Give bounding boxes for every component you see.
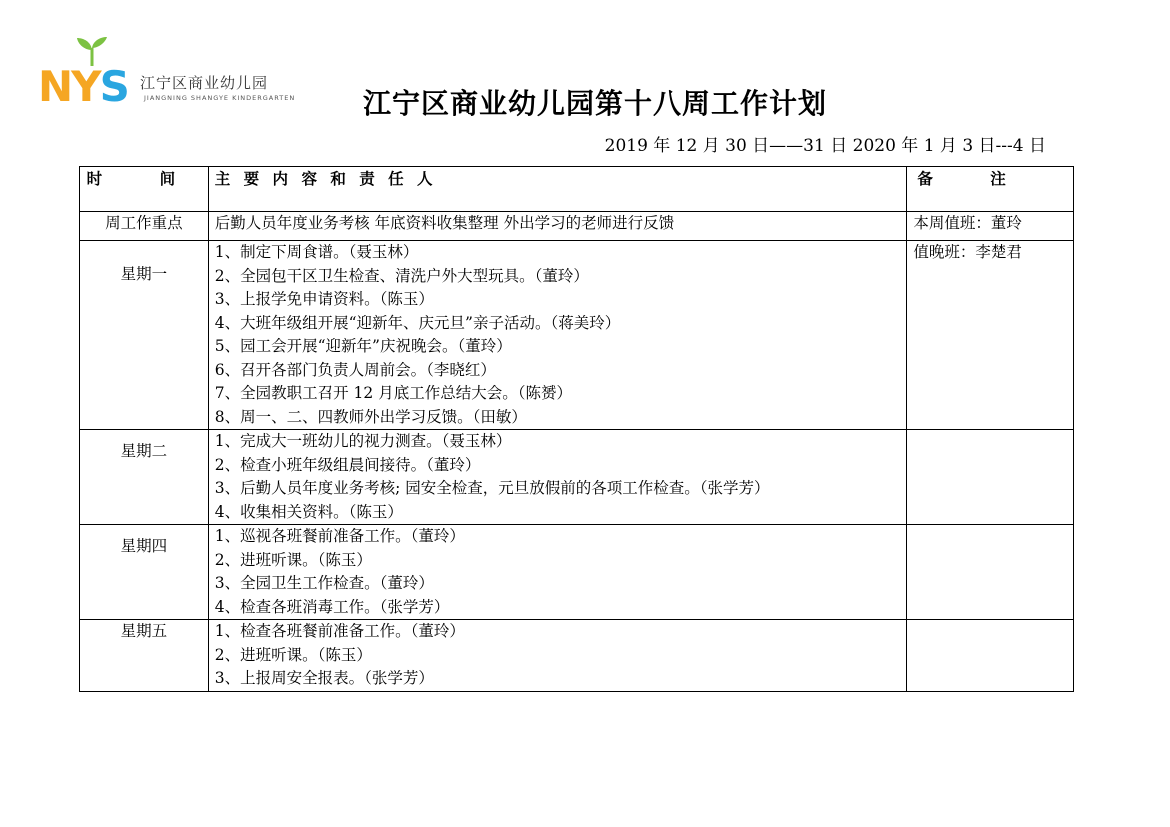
focus-label: 周工作重点 [80, 212, 209, 241]
table-row [80, 620, 1074, 692]
day-items [208, 241, 907, 430]
list-item: 8、周一、二、四教师外出学习反馈。（田敏） [214, 407, 527, 426]
logo-letter-n: N [38, 62, 72, 111]
list-item: 1、完成大一班幼儿的视力测查。（聂玉林） [214, 432, 512, 450]
table-row [80, 430, 1074, 525]
logo-letter-s: S [99, 62, 128, 111]
list-item: 2、进班听课。（陈玉） [214, 550, 372, 569]
day-note [907, 525, 1074, 620]
day-items [208, 525, 907, 620]
work-plan-table [79, 166, 1074, 692]
list-item: 2、检查小班年级组晨间接待。（董玲） [214, 455, 481, 474]
day-note: 值晚班：李楚君 [907, 241, 1074, 430]
list-item: 3、全园卫生工作检查。（董玲） [214, 574, 434, 592]
list-item: 1、制定下周食谱。（聂玉林） [214, 243, 419, 261]
list-item: 6、召开各部门负责人周前会。（李晓红） [214, 360, 496, 379]
focus-content: 后勤人员年度业务考核 年底资料收集整理 外出学习的老师进行反馈 [208, 212, 907, 241]
list-item: 5、园工会开展“迎新年”庆祝晚会。（董玲） [214, 337, 512, 355]
focus-note: 本周值班：董玲 [907, 212, 1074, 241]
table-header-row [80, 167, 1074, 212]
logo-name-en: JIANGNING SHANGYE KINDERGARTEN [144, 94, 296, 102]
list-item: 3、上报学免申请资料。（陈玉） [214, 290, 434, 308]
day-label: 星期四 [80, 525, 209, 620]
list-item: 1、巡视各班餐前准备工作。（董玲） [214, 527, 465, 545]
list-item: 4、大班年级组开展“迎新年、庆元旦”亲子活动。（蒋美玲） [214, 313, 621, 332]
page-title: 江宁区商业幼儿园第十八周工作计划 [362, 87, 827, 120]
list-item: 7、全园教职工召开 12 月底工作总结大会。（陈赟） [214, 384, 572, 402]
day-label: 星期一 [80, 241, 209, 430]
day-label: 星期五 [80, 620, 209, 692]
day-note [907, 620, 1074, 692]
header-note: 备 注 [907, 167, 1074, 212]
list-item: 4、检查各班消毒工作。（张学芳） [214, 597, 450, 616]
list-item: 3、上报周安全报表。（张学芳） [214, 669, 434, 687]
list-item: 3、后勤人员年度业务考核; 园安全检查，元旦放假前的各项工作检查。（张学芳） [214, 479, 770, 497]
header-time: 时 间 [80, 167, 209, 212]
header-content: 主 要 内 容 和 责 任 人 [208, 167, 907, 212]
list-item: 1、检查各班餐前准备工作。（董玲） [214, 622, 465, 640]
table-row [80, 241, 1074, 430]
logo-name-cn: 江宁区商业幼儿园 [140, 74, 269, 92]
day-label: 星期二 [80, 430, 209, 525]
list-item: 2、全园包干区卫生检查、清洗户外大型玩具。（董玲） [214, 266, 589, 285]
day-items [208, 620, 907, 692]
list-item: 2、进班听课。（陈玉） [214, 645, 372, 664]
table-row [80, 525, 1074, 620]
day-items [208, 430, 907, 525]
day-note [907, 430, 1074, 525]
logo-letter-y: Y [71, 62, 100, 111]
date-range: 2019 年 12 月 30 日——31 日 2020 年 1 月 3 日---4 日 [604, 136, 1046, 156]
list-item: 4、收集相关资料。（陈玉） [214, 502, 403, 521]
weekly-focus-row [80, 212, 1074, 241]
